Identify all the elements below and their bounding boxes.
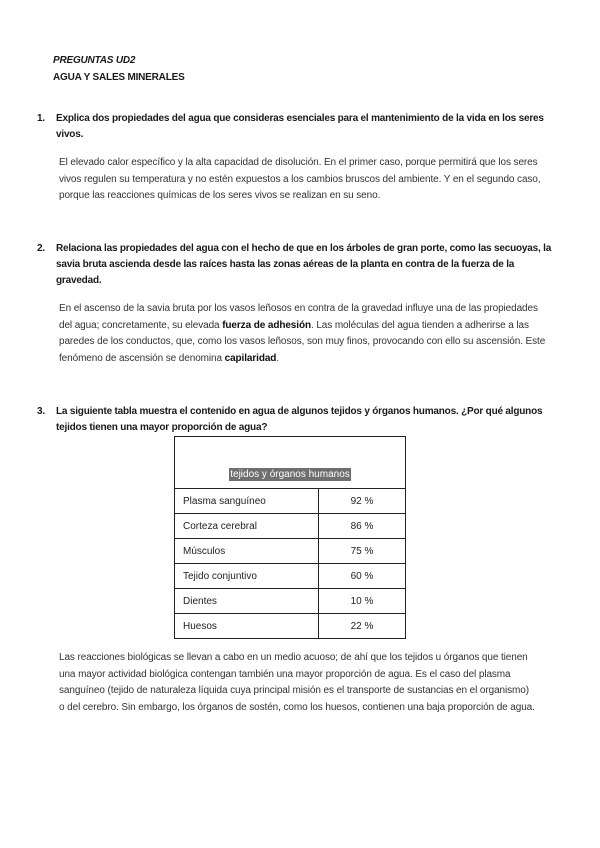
question-number: 3. bbox=[37, 406, 45, 417]
water-percent: 92 % bbox=[319, 489, 406, 514]
question-text: savia bruta ascienda desde las raíces hasta las zonas aéreas de la planta en contra de la fuerza de la bbox=[56, 259, 515, 270]
question-2 bbox=[37, 241, 567, 289]
tissue-name: Plasma sanguíneo bbox=[175, 489, 319, 514]
question-text: Relaciona las propiedades del agua con el hecho de que en los árboles de gran porte, como las secuoyas, la bbox=[56, 243, 552, 254]
document-title: PREGUNTAS UD2 bbox=[53, 55, 136, 66]
question-1 bbox=[37, 111, 544, 143]
answer-line: porque las reacciones químicas de los seres vivos se realizan en su seno. bbox=[59, 190, 381, 201]
answer-2 bbox=[59, 301, 567, 367]
tissue-name: Tejido conjuntivo bbox=[175, 564, 319, 589]
answer-line: sanguíneo (tejido de naturaleza líquida cuya principal misión es el transporte de sustancias en el organismo) bbox=[59, 685, 529, 696]
water-percent: 10 % bbox=[319, 589, 406, 614]
answer-line: En el ascenso de la savia bruta por los vasos leñosos en contra de la gravedad influye una de las propiedades bbox=[59, 303, 538, 314]
water-percent: 60 % bbox=[319, 564, 406, 589]
question-text: La siguiente tabla muestra el contenido en agua de algunos tejidos y órganos humanos. ¿Por qué algunos bbox=[56, 406, 543, 417]
answer-line: vivos regulen su temperatura y no estén expuestos a los cambios bruscos del ambiente. Y en el segundo caso, bbox=[59, 173, 541, 185]
table-header-label: tejidos y órganos humanos bbox=[230, 469, 350, 480]
question-text: vivos. bbox=[56, 129, 84, 140]
table-row bbox=[175, 614, 406, 639]
table-header-row bbox=[175, 437, 406, 489]
term-adhesion: fuerza de adhesión bbox=[222, 319, 311, 331]
question-text: tejidos tienen una mayor proporción de agua? bbox=[56, 422, 268, 433]
question-3 bbox=[37, 404, 542, 436]
answer-line: El elevado calor específico y la alta capacidad de disolución. En el primer caso, porque permitirá que los seres bbox=[59, 157, 538, 168]
answer-line: del agua; concretamente, su elevada fuerza de adhesión. Las moléculas del agua tienden a adherirse a las bbox=[59, 319, 529, 331]
answer-3 bbox=[59, 650, 569, 716]
answer-line: o del cerebro. Sin embargo, los órganos de sostén, como los huesos, contienen una baja proporción de agua. bbox=[59, 701, 535, 713]
table-row bbox=[175, 589, 406, 614]
tissue-name: Dientes bbox=[175, 589, 319, 614]
tissue-name: Huesos bbox=[175, 614, 319, 639]
water-percent: 86 % bbox=[319, 514, 406, 539]
question-number: 1. bbox=[37, 113, 45, 124]
term-capilaridad: capilaridad bbox=[224, 352, 277, 364]
tissue-name: Corteza cerebral bbox=[175, 514, 319, 539]
table-header bbox=[175, 437, 406, 489]
question-text: gravedad. bbox=[56, 275, 102, 286]
answer-1 bbox=[59, 155, 567, 205]
document-subtitle: AGUA Y SALES MINERALES bbox=[53, 72, 185, 83]
tissue-name: Músculos bbox=[175, 539, 319, 564]
table-row bbox=[175, 489, 406, 514]
answer-line: fenómeno de ascensión se denomina capilaridad. bbox=[59, 352, 279, 364]
question-number: 2. bbox=[37, 243, 45, 254]
table-row bbox=[175, 514, 406, 539]
water-percent: 22 % bbox=[319, 614, 406, 639]
answer-line: paredes de los conductos, que, como los vasos leñosos, son muy finos, provocando con ello su ascensión. Este bbox=[59, 336, 546, 347]
question-text: Explica dos propiedades del agua que consideras esenciales para el mantenimiento de la vida en los seres bbox=[56, 113, 544, 124]
water-percent: 75 % bbox=[319, 539, 406, 564]
table-row bbox=[175, 564, 406, 589]
answer-line: una mayor actividad biológica contengan también una mayor proporción de agua. Es el caso del plasma bbox=[59, 668, 511, 680]
water-content-table bbox=[174, 436, 406, 639]
answer-line: Las reacciones biológicas se llevan a cabo en un medio acuoso; de ahí que los tejidos u órganos que tienen bbox=[59, 652, 528, 663]
table-row bbox=[175, 539, 406, 564]
